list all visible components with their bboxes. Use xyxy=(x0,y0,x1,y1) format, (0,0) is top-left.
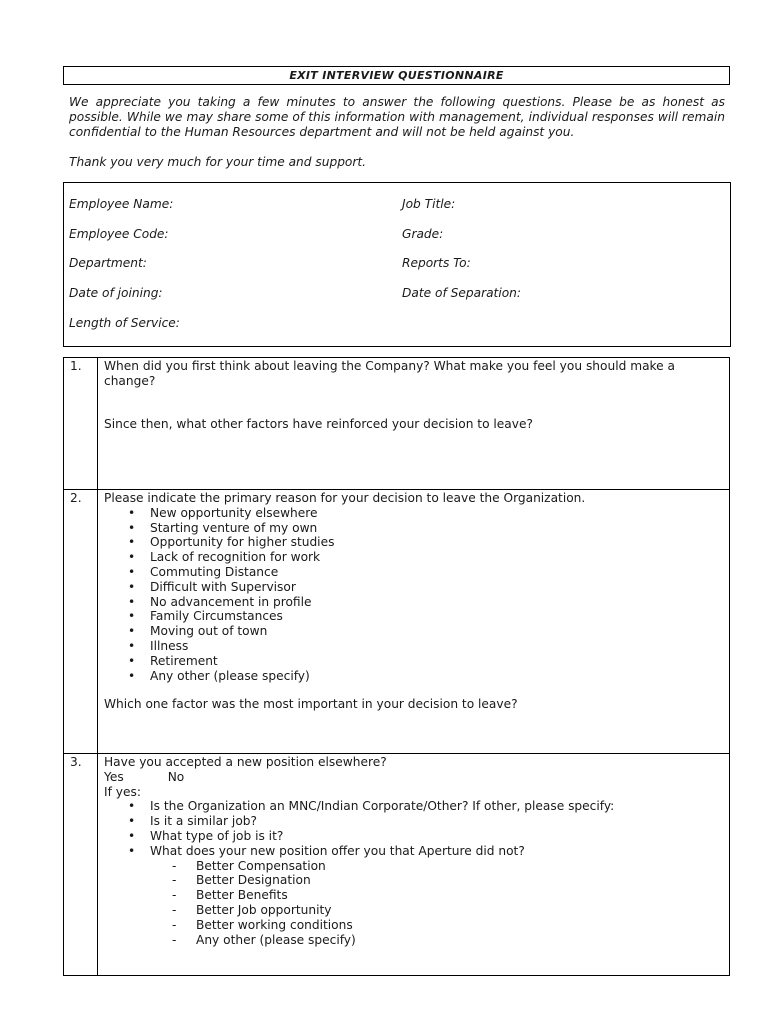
yes-no-options xyxy=(104,770,721,785)
question-follow-up: Since then, what other factors have reinforced your decision to leave? xyxy=(104,416,533,431)
no-option: No xyxy=(167,769,185,784)
thanks-line: Thank you very much for your time and support. xyxy=(69,155,367,169)
length-of-service-label: Length of Service: xyxy=(69,316,180,330)
question-row xyxy=(64,358,730,490)
employee-code-label: Employee Code: xyxy=(69,227,169,241)
sub-question: • What type of job is it? xyxy=(104,829,721,844)
reason-option: • Lack of recognition for work xyxy=(104,550,721,565)
yes-option: Yes xyxy=(104,769,124,784)
reason-option: • Commuting Distance xyxy=(104,565,721,580)
intro-paragraph: We appreciate you taking a few minutes to answer the following questions. Please be as honest as possible. While we may share some of this information with management, individual responses will remain confidential to the Human Resources department and will not be held against you. xyxy=(69,95,725,139)
question-text: When did you first think about leaving the Company? What make you feel you should make a change? xyxy=(104,359,675,388)
sub-question: • What does your new position offer you that Aperture did not? xyxy=(104,844,721,859)
job-title-label: Job Title: xyxy=(402,197,456,211)
reason-option: • Moving out of town xyxy=(104,624,721,639)
reason-option: • Opportunity for higher studies xyxy=(104,535,721,550)
if-yes-label: If yes: xyxy=(104,784,141,799)
sub-question: • Is the Organization an MNC/Indian Corporate/Other? If other, please specify: xyxy=(104,799,721,814)
date-of-joining-label: Date of joining: xyxy=(69,286,163,300)
reason-option: • New opportunity elsewhere xyxy=(104,506,721,521)
question-body xyxy=(98,754,730,976)
question-row xyxy=(64,490,730,754)
question-text: Have you accepted a new position elsewhere? xyxy=(104,755,387,769)
offer-option: - Any other (please specify) xyxy=(104,933,721,948)
question-number: 2. xyxy=(64,490,98,754)
offer-option: - Better Job opportunity xyxy=(104,903,721,918)
sub-questions-list xyxy=(104,799,721,858)
question-row xyxy=(64,754,730,976)
question-follow-up: Which one factor was the most important in your decision to leave? xyxy=(104,697,518,712)
reason-option: • No advancement in profile xyxy=(104,595,721,610)
reason-option: • Family Circumstances xyxy=(104,609,721,624)
form-title: EXIT INTERVIEW QUESTIONNAIRE xyxy=(63,66,730,85)
questions-table xyxy=(63,357,730,976)
offer-option: - Better Compensation xyxy=(104,859,721,874)
question-body xyxy=(98,490,730,754)
offer-option: - Better Designation xyxy=(104,873,721,888)
reason-option: • Retirement xyxy=(104,654,721,669)
offer-option: - Better Benefits xyxy=(104,888,721,903)
reason-option: • Illness xyxy=(104,639,721,654)
employee-info-box xyxy=(63,182,731,347)
reason-options-list xyxy=(104,506,721,684)
question-text: Please indicate the primary reason for your decision to leave the Organization. xyxy=(104,491,586,505)
department-label: Department: xyxy=(69,256,147,270)
question-body xyxy=(98,358,730,490)
question-number: 3. xyxy=(64,754,98,976)
grade-label: Grade: xyxy=(402,227,444,241)
reason-option: • Any other (please specify) xyxy=(104,669,721,684)
offer-option: - Better working conditions xyxy=(104,918,721,933)
employee-name-label: Employee Name: xyxy=(69,197,174,211)
sub-question: • Is it a similar job? xyxy=(104,814,721,829)
reason-option: • Starting venture of my own xyxy=(104,521,721,536)
reason-option: • Difficult with Supervisor xyxy=(104,580,721,595)
offer-options-list xyxy=(104,859,721,948)
date-of-separation-label: Date of Separation: xyxy=(402,286,521,300)
reports-to-label: Reports To: xyxy=(402,256,471,270)
question-number: 1. xyxy=(64,358,98,490)
